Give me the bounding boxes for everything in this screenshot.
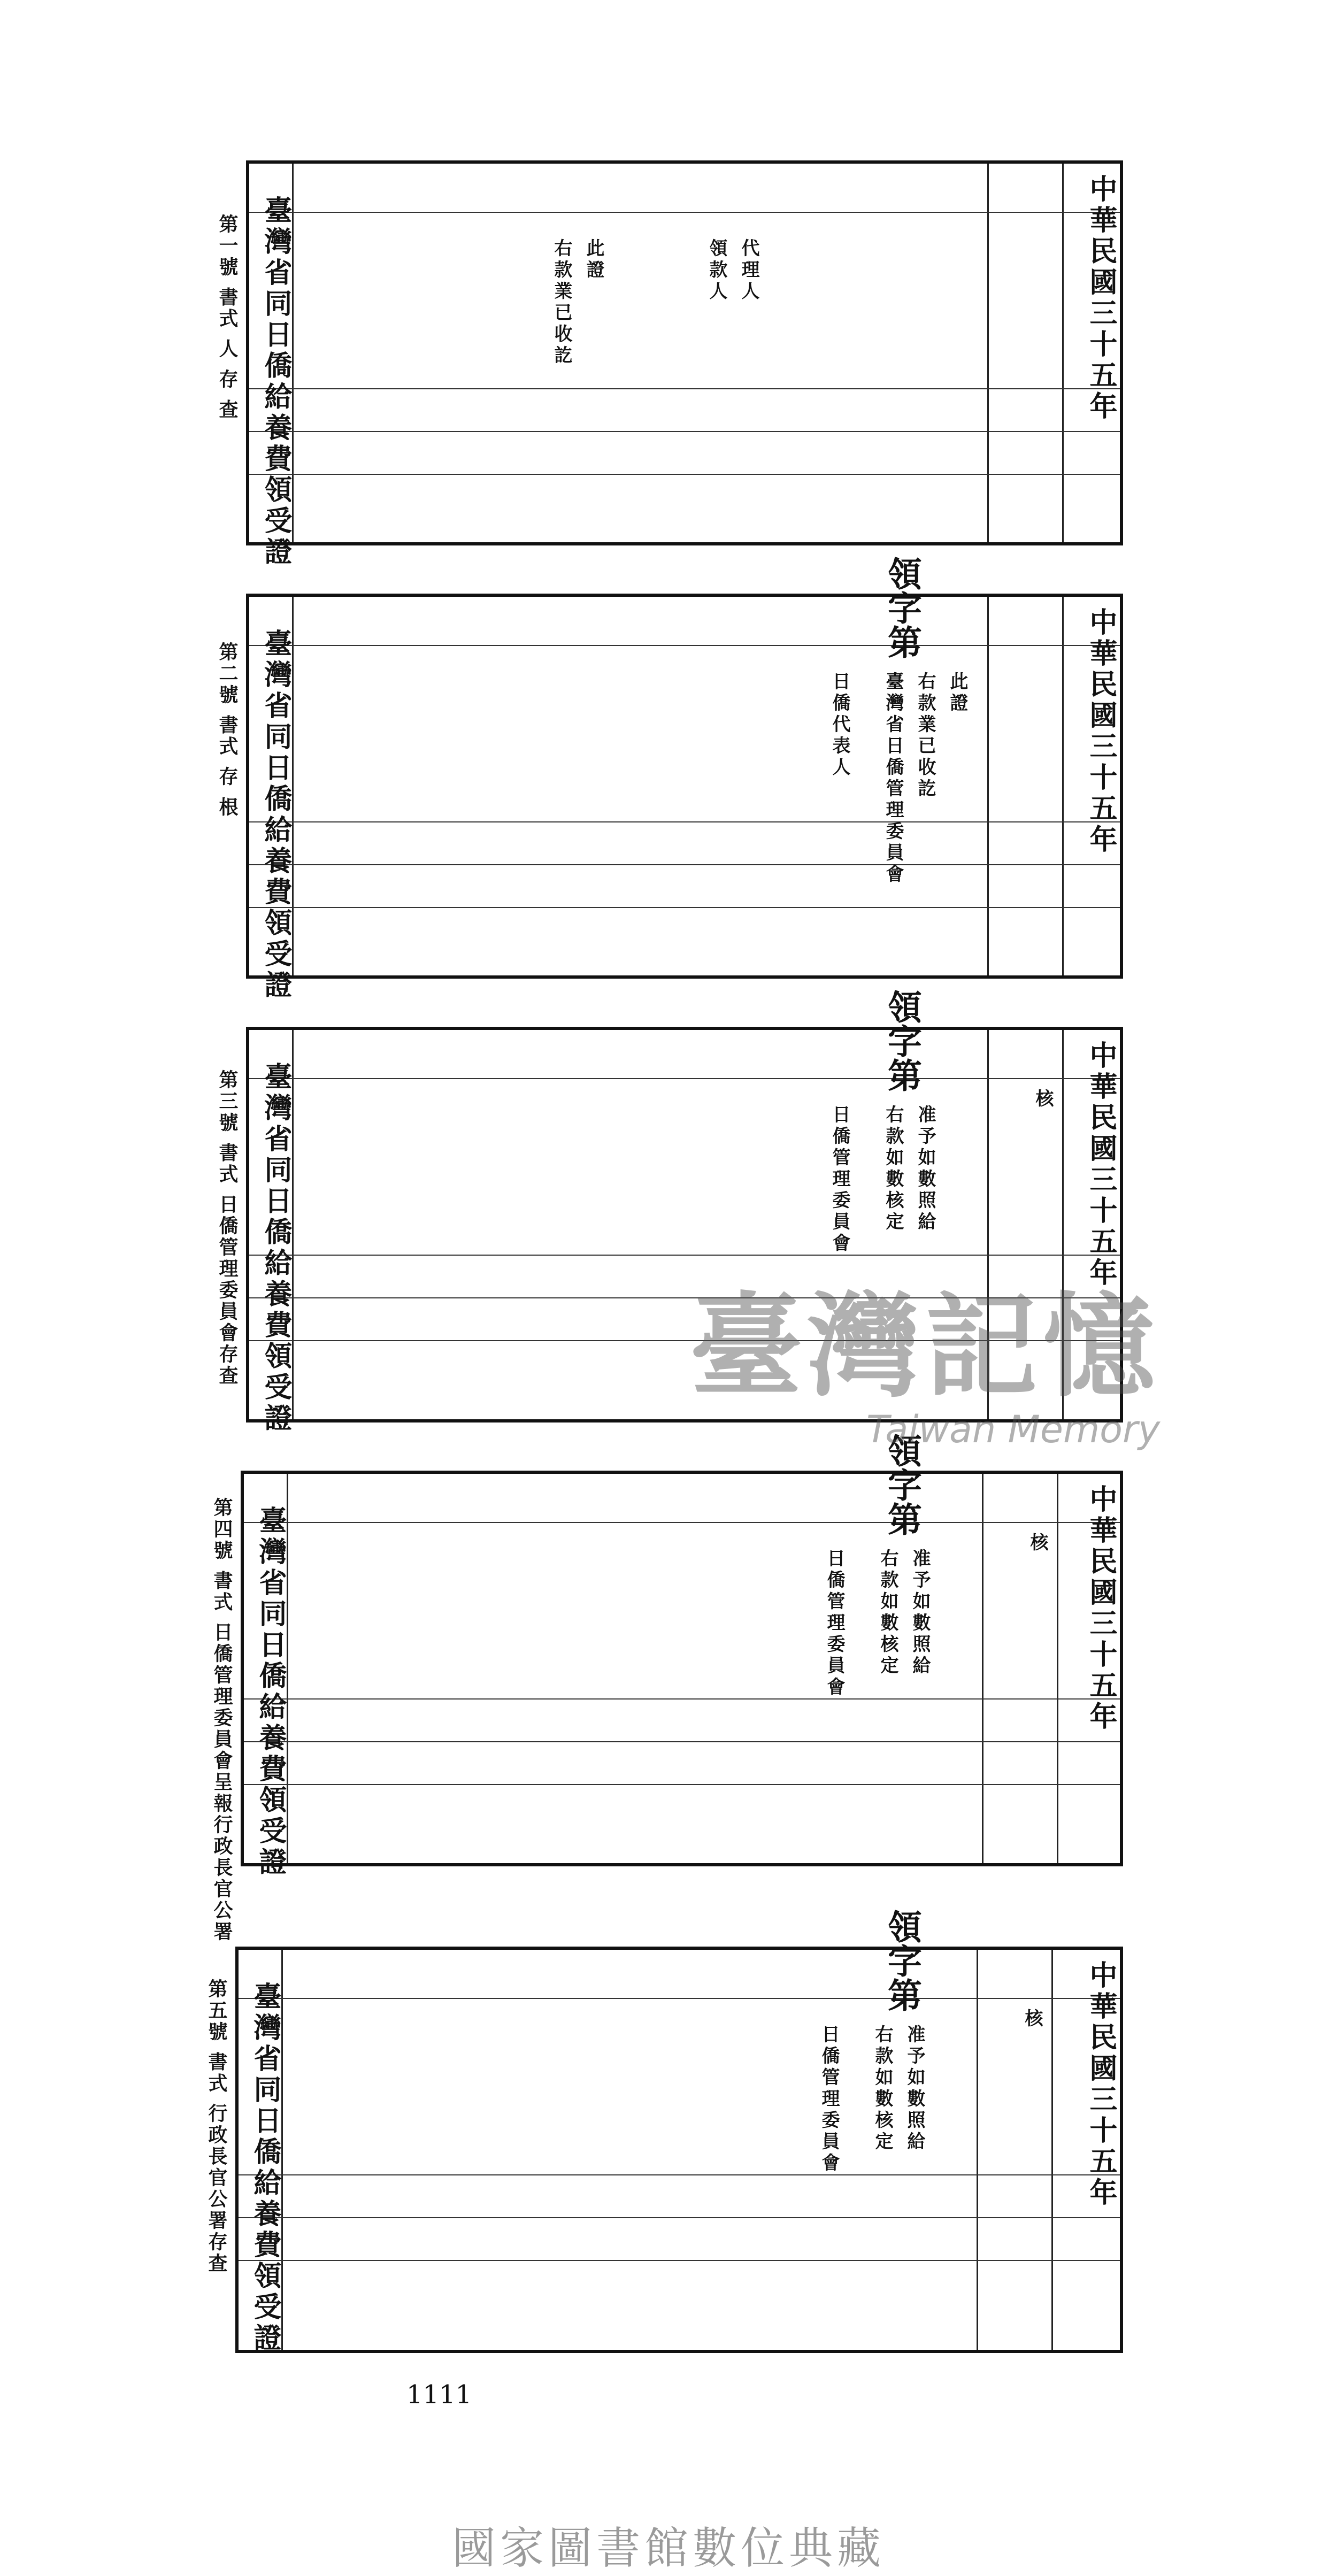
form-4-number-label: 領字第 bbox=[882, 1433, 922, 1536]
form-2-rule bbox=[249, 821, 1120, 822]
form-4-rule bbox=[244, 1522, 1120, 1523]
form-1-divider bbox=[987, 164, 989, 542]
form-3-line: 核 bbox=[1032, 1089, 1054, 1110]
form-1-rule bbox=[249, 431, 1120, 432]
form-3-date-row: 中華民國三十五年 bbox=[1085, 1041, 1117, 1289]
form-1-divider bbox=[1062, 164, 1064, 542]
watermark-zh: 臺灣記憶 bbox=[690, 1281, 1161, 1412]
form-4-caption: 第四號 書式 日僑管理委員會呈報行政長官公署 bbox=[211, 1497, 233, 1943]
form-5-title: 臺灣省同日僑給養費領受證 bbox=[249, 1982, 281, 2354]
form-2-divider bbox=[987, 597, 989, 975]
form-5-line: 准予如數照給 bbox=[904, 2025, 925, 2153]
form-2-divider bbox=[1062, 597, 1064, 975]
form-5-rule bbox=[239, 1998, 1120, 1999]
form-4-line: 准予如數照給 bbox=[909, 1549, 931, 1677]
form-2-rule bbox=[249, 907, 1120, 908]
form-3-number-label: 領字第 bbox=[882, 989, 922, 1092]
form-5-line: 核 bbox=[1021, 2009, 1043, 2030]
form-5-divider bbox=[977, 1950, 978, 2350]
form-4-title: 臺灣省同日僑給養費領受證 bbox=[254, 1506, 287, 1878]
form-1-caption: 第一號 書式 人 存 查 bbox=[216, 214, 239, 421]
form-4-line: 右款如數核定 bbox=[877, 1549, 898, 1677]
page-number: 1111 bbox=[406, 2380, 472, 2410]
form-4-rule bbox=[244, 1741, 1120, 1742]
form-2-line: 臺灣省日僑管理委員會 bbox=[882, 672, 904, 886]
form-5-line: 右款如數核定 bbox=[872, 2025, 893, 2153]
form-2-line: 此證 bbox=[947, 672, 968, 714]
form-4-line: 日僑管理委員會 bbox=[824, 1549, 845, 1698]
form-3-line: 准予如數照給 bbox=[915, 1105, 936, 1233]
form-3-title: 臺灣省同日僑給養費領受證 bbox=[259, 1062, 292, 1434]
watermark-en: Taiwan Memory bbox=[866, 1408, 1161, 1451]
form-4-rule bbox=[244, 1784, 1120, 1785]
form-2-rule bbox=[249, 864, 1120, 865]
form-5-line: 日僑管理委員會 bbox=[818, 2025, 840, 2174]
form-5-caption: 第五號 書式 行政長官公署存查 bbox=[205, 1979, 228, 2275]
form-4-divider bbox=[1057, 1474, 1058, 1863]
form-1-rule bbox=[249, 212, 1120, 213]
form-1-line: 代理人 bbox=[738, 239, 759, 303]
form-5-date-row: 中華民國三十五年 bbox=[1085, 1960, 1117, 2209]
form-3-divider bbox=[1062, 1030, 1064, 1419]
form-1-line: 右款業已收訖 bbox=[551, 239, 572, 367]
form-1-line: 此證 bbox=[583, 239, 604, 281]
form-1-rule bbox=[249, 474, 1120, 475]
form-1-title: 臺灣省同日僑給養費領受證 bbox=[259, 196, 292, 568]
form-3-divider bbox=[987, 1030, 989, 1419]
form-3-rule bbox=[249, 1078, 1120, 1079]
form-2-rule bbox=[249, 645, 1120, 646]
form-3-rule bbox=[249, 1255, 1120, 1256]
form-2-date-row: 中華民國三十五年 bbox=[1085, 608, 1117, 856]
form-3-rule bbox=[249, 1340, 1120, 1341]
form-4-date-row: 中華民國三十五年 bbox=[1085, 1485, 1117, 1733]
form-4-divider bbox=[982, 1474, 983, 1863]
form-1-date-row: 中華民國三十五年 bbox=[1085, 174, 1117, 422]
form-5-rule bbox=[239, 2217, 1120, 2218]
form-5 bbox=[235, 1947, 1123, 2353]
form-3-line: 日僑管理委員會 bbox=[829, 1105, 850, 1255]
form-2-title: 臺灣省同日僑給養費領受證 bbox=[259, 629, 292, 1001]
form-1-line: 領款人 bbox=[706, 239, 727, 303]
form-1 bbox=[246, 160, 1123, 568]
form-5-rule bbox=[239, 2174, 1120, 2175]
archive-footer: 國家圖書館數位典藏 bbox=[451, 2523, 885, 2574]
form-2-caption: 第二號 書式 存 根 bbox=[216, 642, 239, 818]
form-2-number-label: 領字第 bbox=[882, 556, 922, 659]
form-3-rule bbox=[249, 1297, 1120, 1298]
form-4-line: 核 bbox=[1027, 1533, 1048, 1554]
form-5-number-label: 領字第 bbox=[882, 1909, 922, 2012]
form-3-line: 右款如數核定 bbox=[882, 1105, 904, 1233]
form-2-line: 右款業已收訖 bbox=[915, 672, 936, 800]
form-5-rule bbox=[239, 2260, 1120, 2261]
form-2 bbox=[246, 594, 1123, 1001]
form-4-rule bbox=[244, 1698, 1120, 1700]
form-1-rule bbox=[249, 388, 1120, 389]
form-4 bbox=[241, 1471, 1123, 1878]
form-5-divider bbox=[1051, 1950, 1053, 2350]
form-3-caption: 第三號 書式 日僑管理委員會存查 bbox=[216, 1070, 239, 1387]
form-2-line: 日僑代表人 bbox=[829, 672, 850, 779]
